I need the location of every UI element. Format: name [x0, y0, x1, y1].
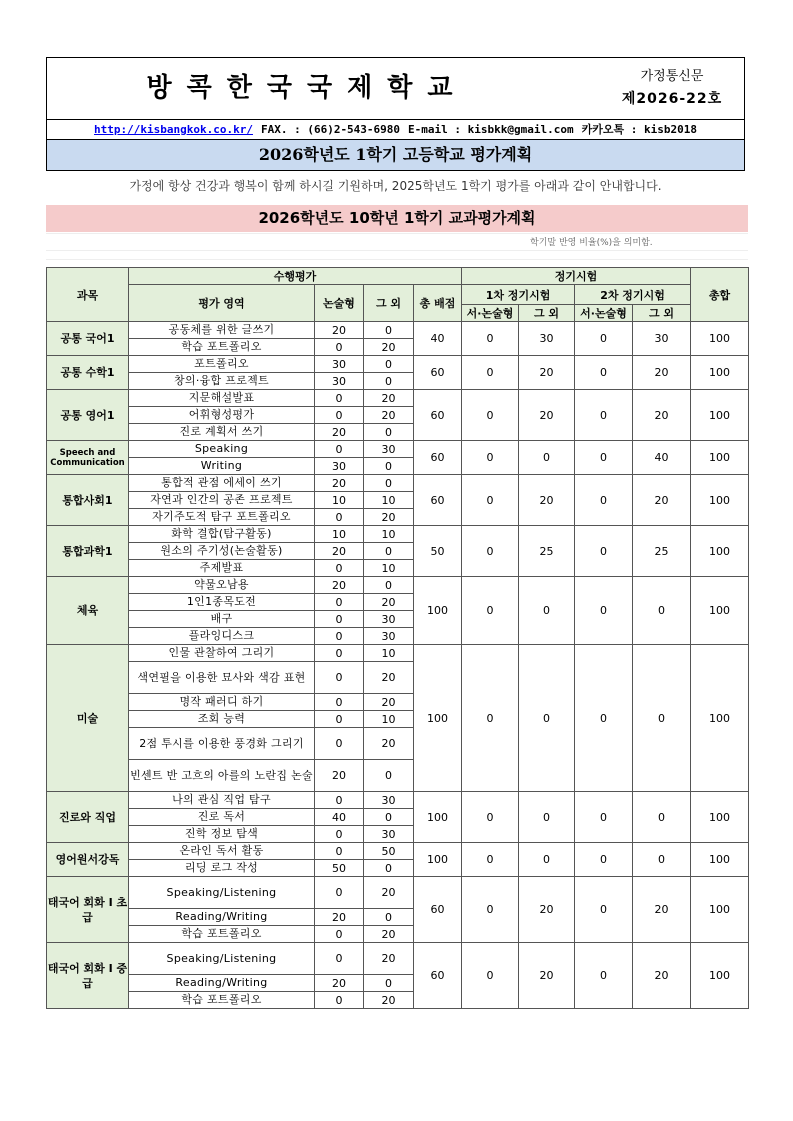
- performance-total: 100: [414, 577, 462, 645]
- exam1-essay-score: 0: [462, 356, 519, 390]
- table-row: [47, 577, 749, 594]
- evaluation-area: 명작 패러디 하기: [129, 694, 315, 711]
- other-score: 10: [364, 526, 414, 543]
- subject-name: 미술: [47, 645, 129, 792]
- performance-total: 60: [414, 943, 462, 1009]
- essay-score: 0: [315, 943, 364, 975]
- exam1-other-score: 0: [519, 843, 575, 877]
- other-score: 30: [364, 611, 414, 628]
- exam2-other-score: 0: [633, 645, 691, 792]
- header-top-row: [47, 58, 744, 120]
- table-row: [47, 877, 749, 909]
- essay-score: 0: [315, 594, 364, 611]
- col-essay: 논술형: [315, 285, 364, 322]
- exam2-other-score: 0: [633, 792, 691, 843]
- other-score: 0: [364, 475, 414, 492]
- col-exam2-other: 그 외: [633, 305, 691, 322]
- exam2-essay-score: 0: [575, 475, 633, 526]
- other-score: 0: [364, 322, 414, 339]
- table-row: [47, 792, 749, 809]
- exam2-other-score: 20: [633, 475, 691, 526]
- evaluation-area: Speaking/Listening: [129, 877, 315, 909]
- performance-total: 60: [414, 475, 462, 526]
- essay-score: 20: [315, 760, 364, 792]
- exam1-other-score: 0: [519, 577, 575, 645]
- table-row: [47, 441, 749, 458]
- evaluation-area: Speaking/Listening: [129, 943, 315, 975]
- exam1-other-score: 20: [519, 390, 575, 441]
- exam2-essay-score: 0: [575, 322, 633, 356]
- total-score: 100: [691, 356, 749, 390]
- issue-box: [607, 66, 737, 110]
- exam2-other-score: 20: [633, 943, 691, 1009]
- subject-name: 통합사회1: [47, 475, 129, 526]
- essay-score: 0: [315, 407, 364, 424]
- other-score: 10: [364, 645, 414, 662]
- performance-total: 100: [414, 645, 462, 792]
- col-exam1-essay: 서·논술형: [462, 305, 519, 322]
- table-row: [47, 843, 749, 860]
- performance-total: 100: [414, 792, 462, 843]
- total-score: 100: [691, 792, 749, 843]
- table-body: [47, 322, 749, 1009]
- intro-text: 가정에 항상 건강과 행복이 함께 하시길 기원하며, 2025학년도 1학기 평가를 아래과 같이 안내합니다.: [129, 179, 662, 193]
- other-score: 20: [364, 926, 414, 943]
- col-exam2: 2차 정기시험: [575, 285, 691, 305]
- subject-name: 통합과학1: [47, 526, 129, 577]
- exam1-essay-score: 0: [462, 322, 519, 356]
- other-score: 10: [364, 492, 414, 509]
- evaluation-area: 자기주도적 탐구 포트폴리오: [129, 509, 315, 526]
- essay-score: 0: [315, 611, 364, 628]
- exam1-essay-score: 0: [462, 943, 519, 1009]
- exam1-essay-score: 0: [462, 843, 519, 877]
- total-score: 100: [691, 577, 749, 645]
- col-performance: 수행평가: [129, 268, 462, 285]
- essay-score: 0: [315, 662, 364, 694]
- exam1-other-score: 30: [519, 322, 575, 356]
- evaluation-area: Speaking: [129, 441, 315, 458]
- subject-name: 진로와 직업: [47, 792, 129, 843]
- other-score: 20: [364, 339, 414, 356]
- exam2-other-score: 0: [633, 843, 691, 877]
- subject-name: 영어원서강독: [47, 843, 129, 877]
- other-score: 0: [364, 909, 414, 926]
- subject-name: 태국어 회화 Ⅰ 초급: [47, 877, 129, 943]
- exam1-other-score: 25: [519, 526, 575, 577]
- essay-score: 0: [315, 843, 364, 860]
- total-score: 100: [691, 943, 749, 1009]
- table-row: [47, 322, 749, 339]
- exam1-other-score: 20: [519, 943, 575, 1009]
- other-score: 10: [364, 711, 414, 728]
- essay-score: 0: [315, 339, 364, 356]
- other-score: 50: [364, 843, 414, 860]
- exam2-essay-score: 0: [575, 526, 633, 577]
- evaluation-area: 플라잉디스크: [129, 628, 315, 645]
- table-row: [47, 390, 749, 407]
- col-exam1-other: 그 외: [519, 305, 575, 322]
- kakao-id: 카카오톡 : kisb2018: [581, 123, 697, 136]
- issue-number: 제2026-22호: [621, 91, 723, 107]
- exam2-other-score: 20: [633, 356, 691, 390]
- essay-score: 20: [315, 577, 364, 594]
- performance-total: 60: [414, 441, 462, 475]
- evaluation-area: 2점 투시를 이용한 풍경화 그리기: [129, 728, 315, 760]
- evaluation-area: 지문해설발표: [129, 390, 315, 407]
- email-address: E-mail : kisbkk@gmail.com: [408, 123, 574, 136]
- other-score: 20: [364, 509, 414, 526]
- newsletter-label: 가정통신문: [640, 69, 704, 84]
- essay-score: 40: [315, 809, 364, 826]
- subject-name: 공통 수학1: [47, 356, 129, 390]
- evaluation-area: Writing: [129, 458, 315, 475]
- table-title: 2026학년도 10학년 1학기 교과평가계획: [46, 205, 748, 232]
- other-score: 30: [364, 441, 414, 458]
- essay-score: 0: [315, 877, 364, 909]
- other-score: 20: [364, 992, 414, 1009]
- other-score: 0: [364, 760, 414, 792]
- other-score: 0: [364, 860, 414, 877]
- exam2-other-score: 25: [633, 526, 691, 577]
- evaluation-area: 주제발표: [129, 560, 315, 577]
- evaluation-area: 진학 정보 탐색: [129, 826, 315, 843]
- essay-score: 20: [315, 909, 364, 926]
- other-score: 0: [364, 543, 414, 560]
- exam1-essay-score: 0: [462, 526, 519, 577]
- exam2-essay-score: 0: [575, 943, 633, 1009]
- evaluation-area: 통합적 관점 에세이 쓰기: [129, 475, 315, 492]
- exam1-essay-score: 0: [462, 441, 519, 475]
- other-score: 20: [364, 662, 414, 694]
- essay-score: 0: [315, 628, 364, 645]
- other-score: 0: [364, 356, 414, 373]
- performance-total: 60: [414, 356, 462, 390]
- col-other: 그 외: [364, 285, 414, 322]
- essay-score: 20: [315, 975, 364, 992]
- other-score: 20: [364, 694, 414, 711]
- exam2-essay-score: 0: [575, 792, 633, 843]
- fax-number: FAX. : (66)2-543-6980: [260, 123, 401, 136]
- essay-score: 0: [315, 992, 364, 1009]
- subject-name: 공통 영어1: [47, 390, 129, 441]
- col-subject: 과목: [47, 268, 129, 322]
- performance-total: 60: [414, 877, 462, 943]
- evaluation-area: 1인1종목도전: [129, 594, 315, 611]
- other-score: 30: [364, 792, 414, 809]
- essay-score: 0: [315, 560, 364, 577]
- other-score: 0: [364, 975, 414, 992]
- exam2-other-score: 20: [633, 877, 691, 943]
- evaluation-area: 조회 능력: [129, 711, 315, 728]
- table-row: [47, 526, 749, 543]
- exam2-other-score: 30: [633, 322, 691, 356]
- essay-score: 0: [315, 711, 364, 728]
- divider: [46, 259, 748, 260]
- exam2-essay-score: 0: [575, 843, 633, 877]
- performance-total: 60: [414, 390, 462, 441]
- plan-title: 2026학년도 1학기 고등학교 평가계획: [47, 140, 744, 170]
- total-score: 100: [691, 441, 749, 475]
- evaluation-area: 인물 관찰하여 그리기: [129, 645, 315, 662]
- col-exam: 정기시험: [462, 268, 691, 285]
- other-score: 30: [364, 628, 414, 645]
- evaluation-area: 온라인 독서 활동: [129, 843, 315, 860]
- evaluation-area: 약물오남용: [129, 577, 315, 594]
- essay-score: 0: [315, 441, 364, 458]
- table-row: [47, 475, 749, 492]
- table-row: [47, 943, 749, 975]
- col-total: 총합: [691, 268, 749, 322]
- other-score: 20: [364, 407, 414, 424]
- total-score: 100: [691, 877, 749, 943]
- essay-score: 0: [315, 926, 364, 943]
- performance-total: 50: [414, 526, 462, 577]
- exam1-essay-score: 0: [462, 577, 519, 645]
- evaluation-area: 학습 포트폴리오: [129, 992, 315, 1009]
- col-exam2-essay: 서·논술형: [575, 305, 633, 322]
- exam1-other-score: 20: [519, 877, 575, 943]
- contact-line: [47, 120, 744, 140]
- evaluation-area: 자연과 인간의 공존 프로젝트: [129, 492, 315, 509]
- essay-score: 30: [315, 356, 364, 373]
- exam1-essay-score: 0: [462, 792, 519, 843]
- performance-total: 40: [414, 322, 462, 356]
- exam1-other-score: 0: [519, 645, 575, 792]
- divider: [46, 233, 748, 234]
- essay-score: 0: [315, 390, 364, 407]
- other-score: 0: [364, 458, 414, 475]
- evaluation-area: 나의 관심 직업 탐구: [129, 792, 315, 809]
- other-score: 20: [364, 877, 414, 909]
- other-score: 0: [364, 809, 414, 826]
- other-score: 20: [364, 728, 414, 760]
- exam1-essay-score: 0: [462, 475, 519, 526]
- performance-total: 100: [414, 843, 462, 877]
- col-area: 평가 영역: [129, 285, 315, 322]
- total-score: 100: [691, 526, 749, 577]
- evaluation-area: 진로 독서: [129, 809, 315, 826]
- essay-score: 20: [315, 424, 364, 441]
- essay-score: 10: [315, 492, 364, 509]
- exam1-essay-score: 0: [462, 877, 519, 943]
- evaluation-area: 포트폴리오: [129, 356, 315, 373]
- essay-score: 30: [315, 373, 364, 390]
- school-name: 방콕한국국제학교: [146, 73, 468, 103]
- other-score: 30: [364, 826, 414, 843]
- total-score: 100: [691, 322, 749, 356]
- total-score: 100: [691, 475, 749, 526]
- other-score: 10: [364, 560, 414, 577]
- essay-score: 0: [315, 728, 364, 760]
- ratio-note: 학기말 반영 비율(%)을 의미함.: [530, 238, 653, 248]
- total-score: 100: [691, 843, 749, 877]
- essay-score: 0: [315, 694, 364, 711]
- evaluation-area: 화학 결합(탐구활동): [129, 526, 315, 543]
- essay-score: 0: [315, 826, 364, 843]
- exam2-other-score: 0: [633, 577, 691, 645]
- exam1-other-score: 0: [519, 792, 575, 843]
- evaluation-area: 학습 포트폴리오: [129, 339, 315, 356]
- exam2-essay-score: 0: [575, 390, 633, 441]
- subject-name: 체육: [47, 577, 129, 645]
- evaluation-plan-table: [46, 267, 749, 1009]
- table-row: [47, 356, 749, 373]
- divider: [46, 250, 748, 251]
- total-score: 100: [691, 390, 749, 441]
- col-exam1: 1차 정기시험: [462, 285, 575, 305]
- total-score: 100: [691, 645, 749, 792]
- essay-score: 20: [315, 543, 364, 560]
- evaluation-area: 창의·융합 프로젝트: [129, 373, 315, 390]
- essay-score: 0: [315, 792, 364, 809]
- table-row: [47, 645, 749, 662]
- exam2-essay-score: 0: [575, 577, 633, 645]
- exam1-other-score: 20: [519, 356, 575, 390]
- exam2-essay-score: 0: [575, 441, 633, 475]
- evaluation-area: 색연필을 이용한 묘사와 색감 표현: [129, 662, 315, 694]
- exam2-essay-score: 0: [575, 877, 633, 943]
- other-score: 20: [364, 390, 414, 407]
- exam1-other-score: 0: [519, 441, 575, 475]
- essay-score: 30: [315, 458, 364, 475]
- essay-score: 0: [315, 509, 364, 526]
- subject-name: 태국어 회화 Ⅰ 중급: [47, 943, 129, 1009]
- other-score: 0: [364, 373, 414, 390]
- essay-score: 50: [315, 860, 364, 877]
- exam2-other-score: 40: [633, 441, 691, 475]
- evaluation-area: 학습 포트폴리오: [129, 926, 315, 943]
- exam2-other-score: 20: [633, 390, 691, 441]
- evaluation-area: 공동체를 위한 글쓰기: [129, 322, 315, 339]
- exam2-essay-score: 0: [575, 356, 633, 390]
- subject-name: 공통 국어1: [47, 322, 129, 356]
- essay-score: 20: [315, 322, 364, 339]
- newsletter-header: [46, 57, 745, 171]
- evaluation-area: 어휘형성평가: [129, 407, 315, 424]
- exam1-essay-score: 0: [462, 645, 519, 792]
- other-score: 20: [364, 943, 414, 975]
- other-score: 0: [364, 424, 414, 441]
- exam1-essay-score: 0: [462, 390, 519, 441]
- essay-score: 0: [315, 645, 364, 662]
- evaluation-area: 빈센트 반 고흐의 아를의 노란집 논술: [129, 760, 315, 792]
- evaluation-area: Reading/Writing: [129, 909, 315, 926]
- essay-score: 10: [315, 526, 364, 543]
- evaluation-area: Reading/Writing: [129, 975, 315, 992]
- evaluation-area: 배구: [129, 611, 315, 628]
- evaluation-area: 리딩 로그 작성: [129, 860, 315, 877]
- col-perf-total: 총 배점: [414, 285, 462, 322]
- exam1-other-score: 20: [519, 475, 575, 526]
- evaluation-area: 진로 계획서 쓰기: [129, 424, 315, 441]
- essay-score: 20: [315, 475, 364, 492]
- evaluation-area: 원소의 주기성(논술활동): [129, 543, 315, 560]
- exam2-essay-score: 0: [575, 645, 633, 792]
- other-score: 0: [364, 577, 414, 594]
- other-score: 20: [364, 594, 414, 611]
- website-link[interactable]: http://kisbangkok.co.kr/: [94, 123, 253, 136]
- subject-name: Speech and Communication: [47, 441, 129, 475]
